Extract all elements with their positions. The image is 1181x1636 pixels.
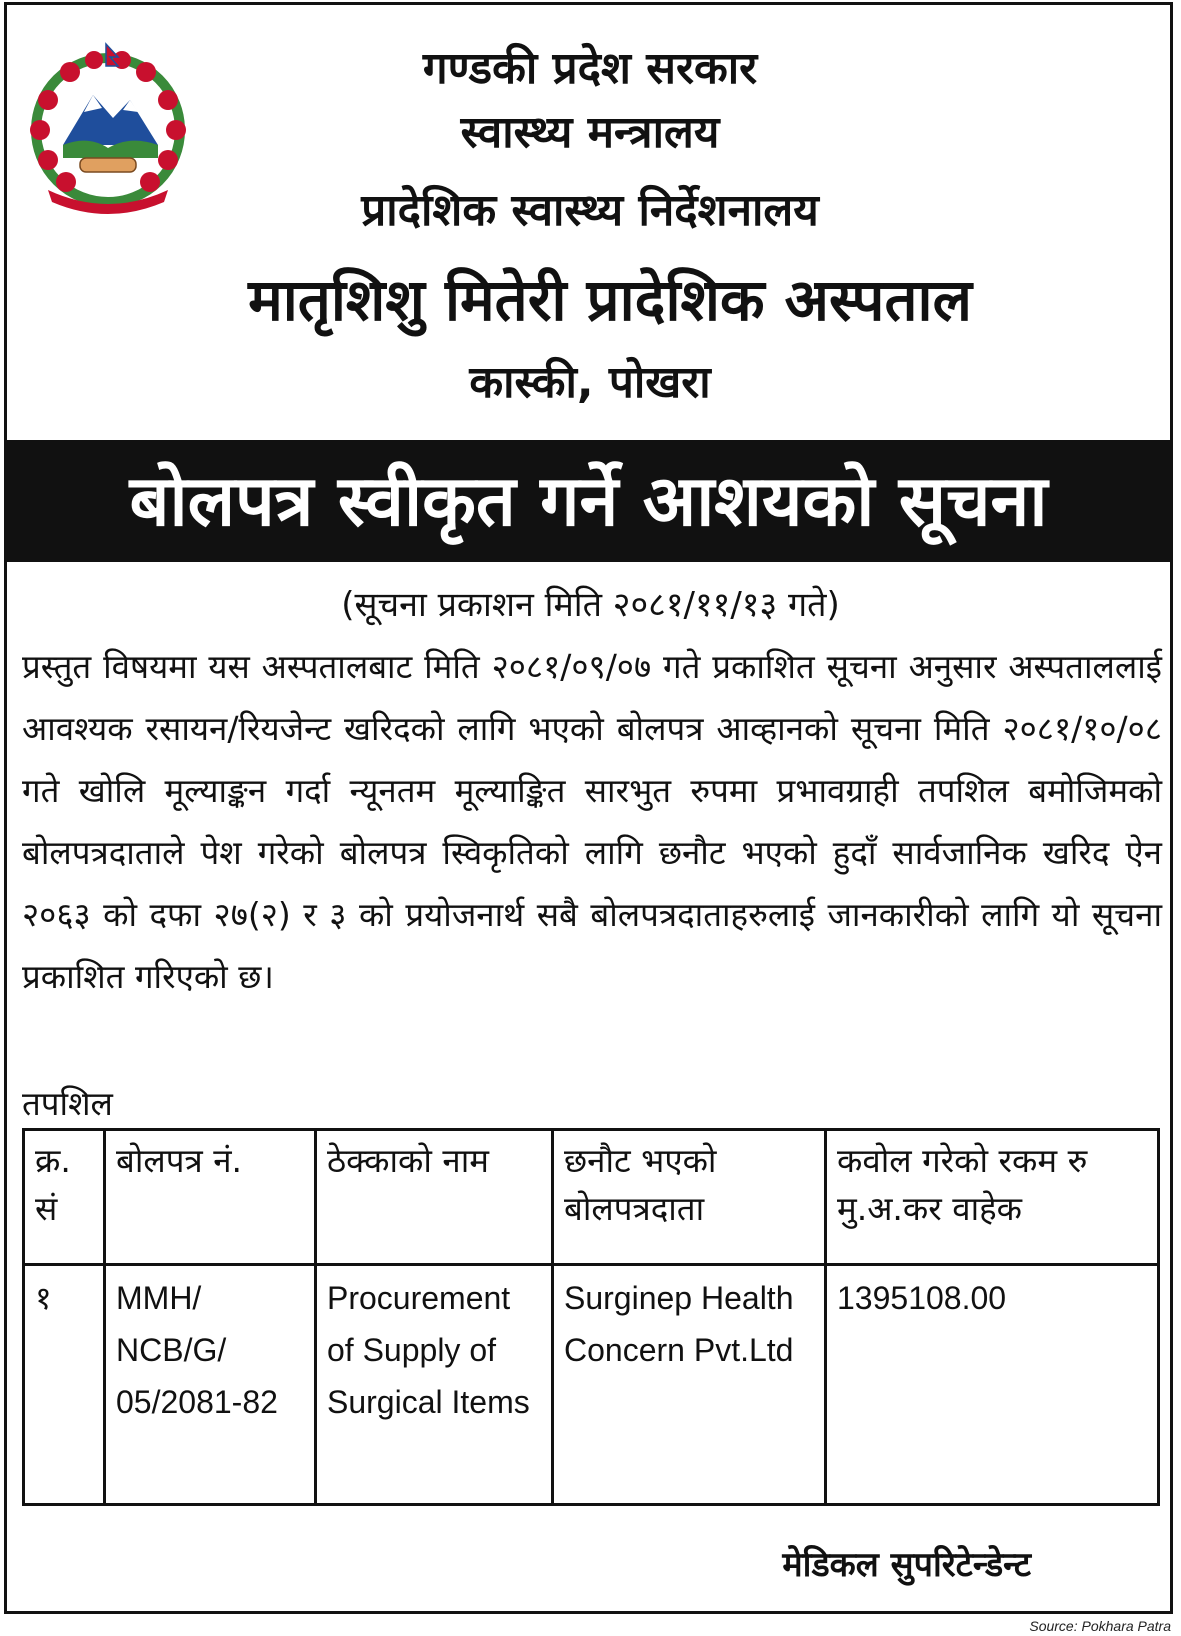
publication-date: (सूचना प्रकाशन मिति २०८१/११/१३ गते) bbox=[341, 585, 840, 625]
table-header-row bbox=[24, 1130, 1159, 1265]
details-label: तपशिल bbox=[22, 1084, 113, 1123]
col-header-contract-name: ठेक्काको नाम bbox=[316, 1130, 553, 1265]
header-hospital: मातृशिशु मितेरी प्रादेशिक अस्पताल bbox=[248, 266, 972, 334]
cell-amount: 1395108.00 bbox=[826, 1265, 1159, 1505]
col-header-sn: क्र. सं bbox=[24, 1130, 105, 1265]
header-location: कास्की, पोखरा bbox=[469, 357, 711, 408]
header-government: गण्डकी प्रदेश सरकार bbox=[422, 43, 758, 94]
signature-title: मेडिकल सुपरिटेन्डेन्ट bbox=[782, 1545, 1031, 1585]
header-directorate: प्रादेशिक स्वास्थ्य निर्देशनालय bbox=[361, 185, 819, 236]
table-row bbox=[24, 1265, 1159, 1505]
cell-bidder: Surginep Health Concern Pvt.Ltd bbox=[553, 1265, 826, 1505]
award-table bbox=[22, 1128, 1160, 1506]
cell-contract-name: Procurement of Supply of Surgical Items bbox=[316, 1265, 553, 1505]
source-credit: Source: Pokhara Patra bbox=[1029, 1618, 1171, 1634]
col-header-bidder: छनौट भएको बोलपत्रदाता bbox=[553, 1130, 826, 1265]
notice-body: प्रस्तुत विषयमा यस अस्पतालबाट मिति २०८१/०९/०७ गते प्रकाशित सूचना अनुसार अस्पताललाई आवश्यक रसायन/रियजेन्ट खरिदको लागि भएको बोलपत्र आव्हानको सूचना मिति २०८१/१०/०८ गते खोलि मूल्याङ्कन गर्दा न्यूनतम मूल्याङ्कित सारभुत रुपमा प्रभावग्राही तपशिल बमोजिमको बोलपत्रदाताले पेश गरेको बोलपत्र स्विकृतिको लागि छनौट भएको हुदाँ सार्वजानिक खरिद ऐन २०६३ को दफा २७(२) र ३ को प्रयोजनार्थ सबै बोलपत्रदाताहरुलाई जानकारीको लागि यो सूचना प्रकाशित गरिएको छ। bbox=[22, 647, 1162, 996]
col-header-amount: कवोल गरेको रकम रु मु.अ.कर वाहेक bbox=[826, 1130, 1159, 1265]
header-ministry: स्वास्थ्य मन्त्रालय bbox=[460, 107, 720, 158]
cell-bid-no: MMH/ NCB/G/ 05/2081-82 bbox=[105, 1265, 316, 1505]
notice-title-banner: बोलपत्र स्वीकृत गर्ने आशयको सूचना bbox=[4, 440, 1173, 562]
cell-sn: १ bbox=[24, 1265, 105, 1505]
col-header-bid-no: बोलपत्र नं. bbox=[105, 1130, 316, 1265]
